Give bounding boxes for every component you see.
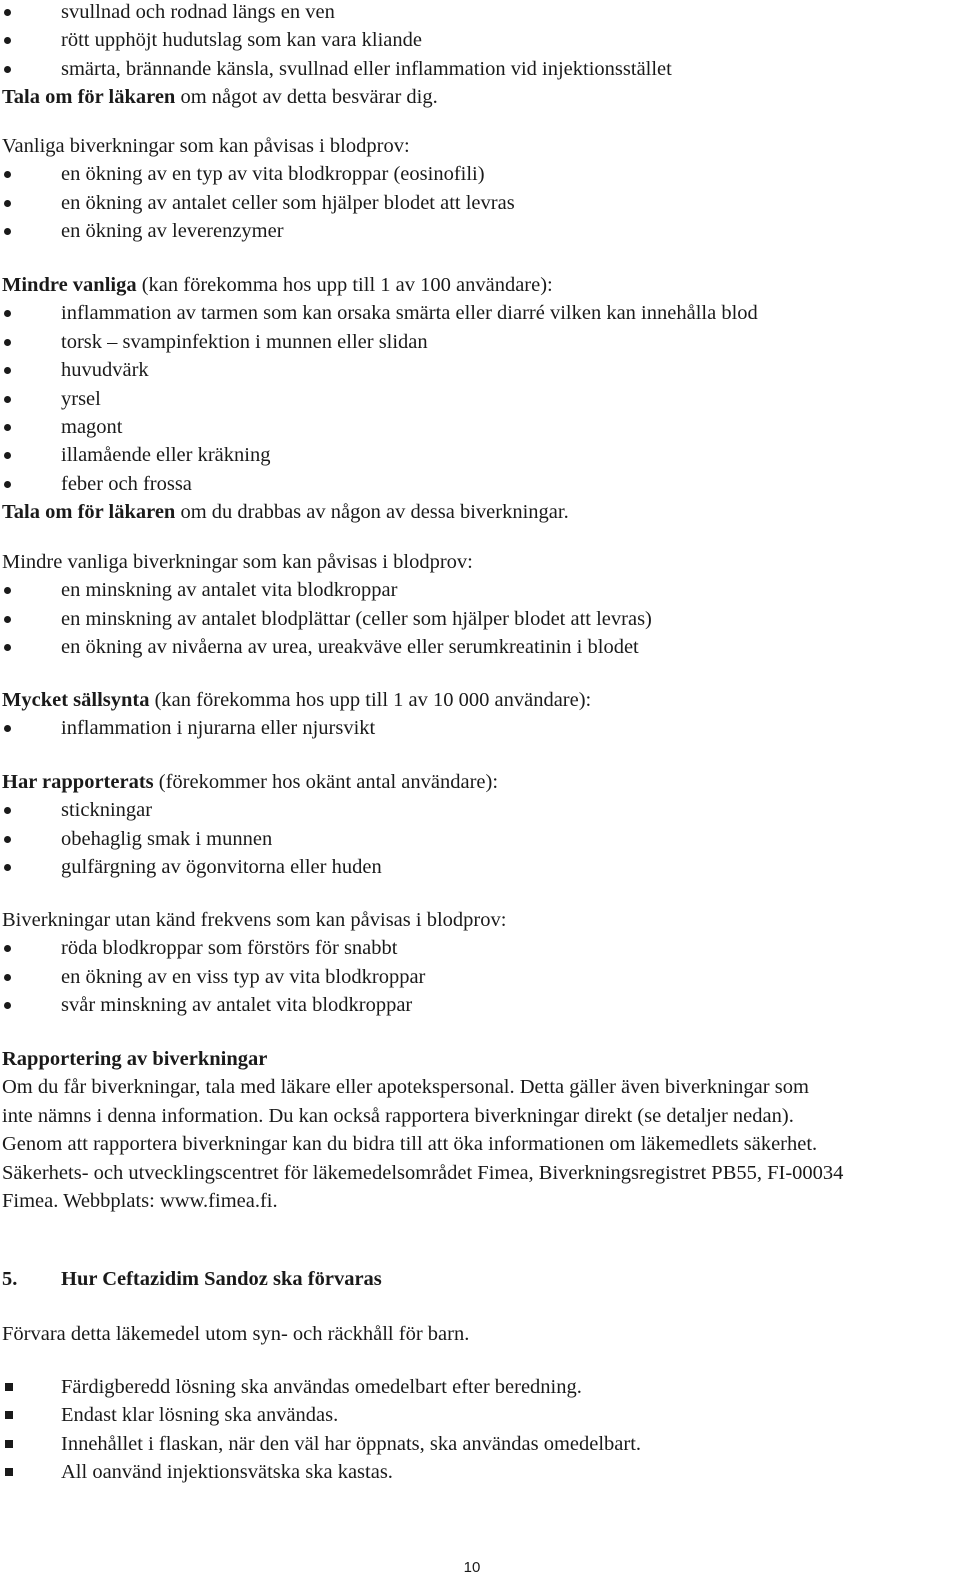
block-intro: Biverkningar utan känd frekvens som kan påvisas i blodprov: bbox=[2, 909, 507, 931]
list-item: Endast klar lösning ska användas. bbox=[2, 1401, 954, 1429]
reporting-section bbox=[2, 1045, 954, 1215]
frequency-text: (förekommer hos okänt antal användare): bbox=[153, 771, 499, 793]
unknown-frequency-list bbox=[2, 934, 954, 1019]
doctor-note-emphasis: Tala om för läkaren bbox=[2, 86, 176, 109]
very-rare-block bbox=[2, 686, 954, 743]
reporting-website-text: Fimea. Webbplats: www.fimea.fi. bbox=[2, 1190, 278, 1213]
very-rare-list bbox=[2, 714, 954, 742]
list-item: en minskning av antalet blodplättar (celler som hjälper blodet att levras) bbox=[2, 605, 954, 633]
list-item: obehaglig smak i munnen bbox=[2, 825, 954, 853]
storage-intro: Förvara detta läkemedel utom syn- och räckhåll för barn. bbox=[2, 1323, 470, 1345]
list-item: smärta, brännande känsla, svullnad eller inflammation vid injektionsstället bbox=[2, 55, 954, 83]
section-heading bbox=[2, 1265, 954, 1293]
uncommon-blood-test-list bbox=[2, 576, 954, 661]
reporting-line: Om du får biverkningar, tala med läkare eller apotekspersonal. Detta gäller även biverkningar som bbox=[2, 1076, 809, 1099]
list-item: röda blodkroppar som förstörs för snabbt bbox=[2, 934, 954, 962]
list-item: Innehållet i flaskan, när den väl har öppnats, ska användas omedelbart. bbox=[2, 1430, 954, 1458]
list-item: All oanvänd injektionsvätska ska kastas. bbox=[2, 1458, 954, 1486]
list-item: svår minskning av antalet vita blodkroppar bbox=[2, 991, 954, 1019]
list-item: stickningar bbox=[2, 796, 954, 824]
list-item: gulfärgning av ögonvitorna eller huden bbox=[2, 853, 954, 881]
list-item: yrsel bbox=[2, 385, 954, 413]
list-item: rött upphöjt hudutslag som kan vara kliande bbox=[2, 26, 954, 54]
list-item: en ökning av en typ av vita blodkroppar (eosinofili) bbox=[2, 160, 954, 188]
list-item: en ökning av leverenzymer bbox=[2, 217, 954, 245]
uncommon-blood-test-block bbox=[2, 548, 954, 662]
block-intro: Mindre vanliga biverkningar som kan påvisas i blodprov: bbox=[2, 551, 473, 573]
reporting-heading: Rapportering av biverkningar bbox=[2, 1048, 268, 1070]
list-item: en ökning av antalet celler som hjälper blodet att levras bbox=[2, 189, 954, 217]
reporting-line: inte nämns i denna information. Du kan också rapportera biverkningar direkt (se detaljer nedan). bbox=[2, 1104, 794, 1127]
block-intro bbox=[2, 271, 954, 299]
list-item: huvudvärk bbox=[2, 356, 954, 384]
list-item: en minskning av antalet vita blodkroppar bbox=[2, 576, 954, 604]
storage-list bbox=[2, 1373, 954, 1487]
reaction-list-block bbox=[2, 0, 954, 112]
list-item: svullnad och rodnad längs en ven bbox=[2, 0, 954, 26]
unknown-frequency-block bbox=[2, 906, 954, 1020]
storage-intro-block bbox=[2, 1320, 954, 1348]
frequency-label: Mindre vanliga bbox=[2, 274, 137, 296]
doctor-note bbox=[2, 498, 954, 526]
reporting-line: Genom att rapportera biverkningar kan du bidra till att öka informationen om läkemedlets säkerhet. bbox=[2, 1133, 818, 1156]
doctor-note bbox=[2, 83, 954, 111]
frequency-label: Mycket sällsynta bbox=[2, 689, 150, 711]
list-item: illamående eller kräkning bbox=[2, 441, 954, 469]
uncommon-list bbox=[2, 299, 954, 498]
list-item: feber och frossa bbox=[2, 470, 954, 498]
section-title: Hur Ceftazidim Sandoz ska förvaras bbox=[61, 1268, 382, 1290]
block-intro bbox=[2, 768, 954, 796]
list-item: Färdigberedd lösning ska användas omedelbart efter beredning. bbox=[2, 1373, 954, 1401]
storage-list-block bbox=[2, 1373, 954, 1487]
frequency-text: (kan förekomma hos upp till 1 av 10 000 användare): bbox=[149, 689, 592, 711]
reported-list bbox=[2, 796, 954, 881]
reporting-line: Säkerhets- och utvecklingscentret för läkemedelsområdet Fimea, Biverkningsregistret PB55, FI-00034 bbox=[2, 1161, 844, 1184]
list-item: en ökning av nivåerna av urea, ureakväve eller serumkreatinin i blodet bbox=[2, 633, 954, 661]
list-item: magont bbox=[2, 413, 954, 441]
block-intro bbox=[2, 686, 954, 714]
reaction-list bbox=[2, 0, 954, 83]
block-intro: Vanliga biverkningar som kan påvisas i blodprov: bbox=[2, 135, 410, 157]
doctor-note-text: om något av detta besvärar dig. bbox=[175, 86, 438, 109]
uncommon-block bbox=[2, 271, 954, 527]
list-item: inflammation i njurarna eller njursvikt bbox=[2, 714, 954, 742]
section-number: 5. bbox=[2, 1268, 18, 1290]
doctor-note-text: om du drabbas av någon av dessa biverkningar. bbox=[175, 501, 569, 524]
common-blood-test-block bbox=[2, 132, 954, 246]
reporting-line bbox=[2, 1187, 954, 1215]
page-number: 10 bbox=[463, 1559, 481, 1576]
common-blood-test-list bbox=[2, 160, 954, 245]
frequency-text: (kan förekomma hos upp till 1 av 100 användare): bbox=[136, 274, 553, 296]
reported-block bbox=[2, 768, 954, 882]
list-item: en ökning av en viss typ av vita blodkroppar bbox=[2, 963, 954, 991]
frequency-label: Har rapporterats bbox=[2, 771, 154, 793]
list-item: inflammation av tarmen som kan orsaka smärta eller diarré vilken kan innehålla blod bbox=[2, 299, 954, 327]
list-item: torsk – svampinfektion i munnen eller slidan bbox=[2, 328, 954, 356]
doctor-note-emphasis: Tala om för läkaren bbox=[2, 501, 176, 524]
